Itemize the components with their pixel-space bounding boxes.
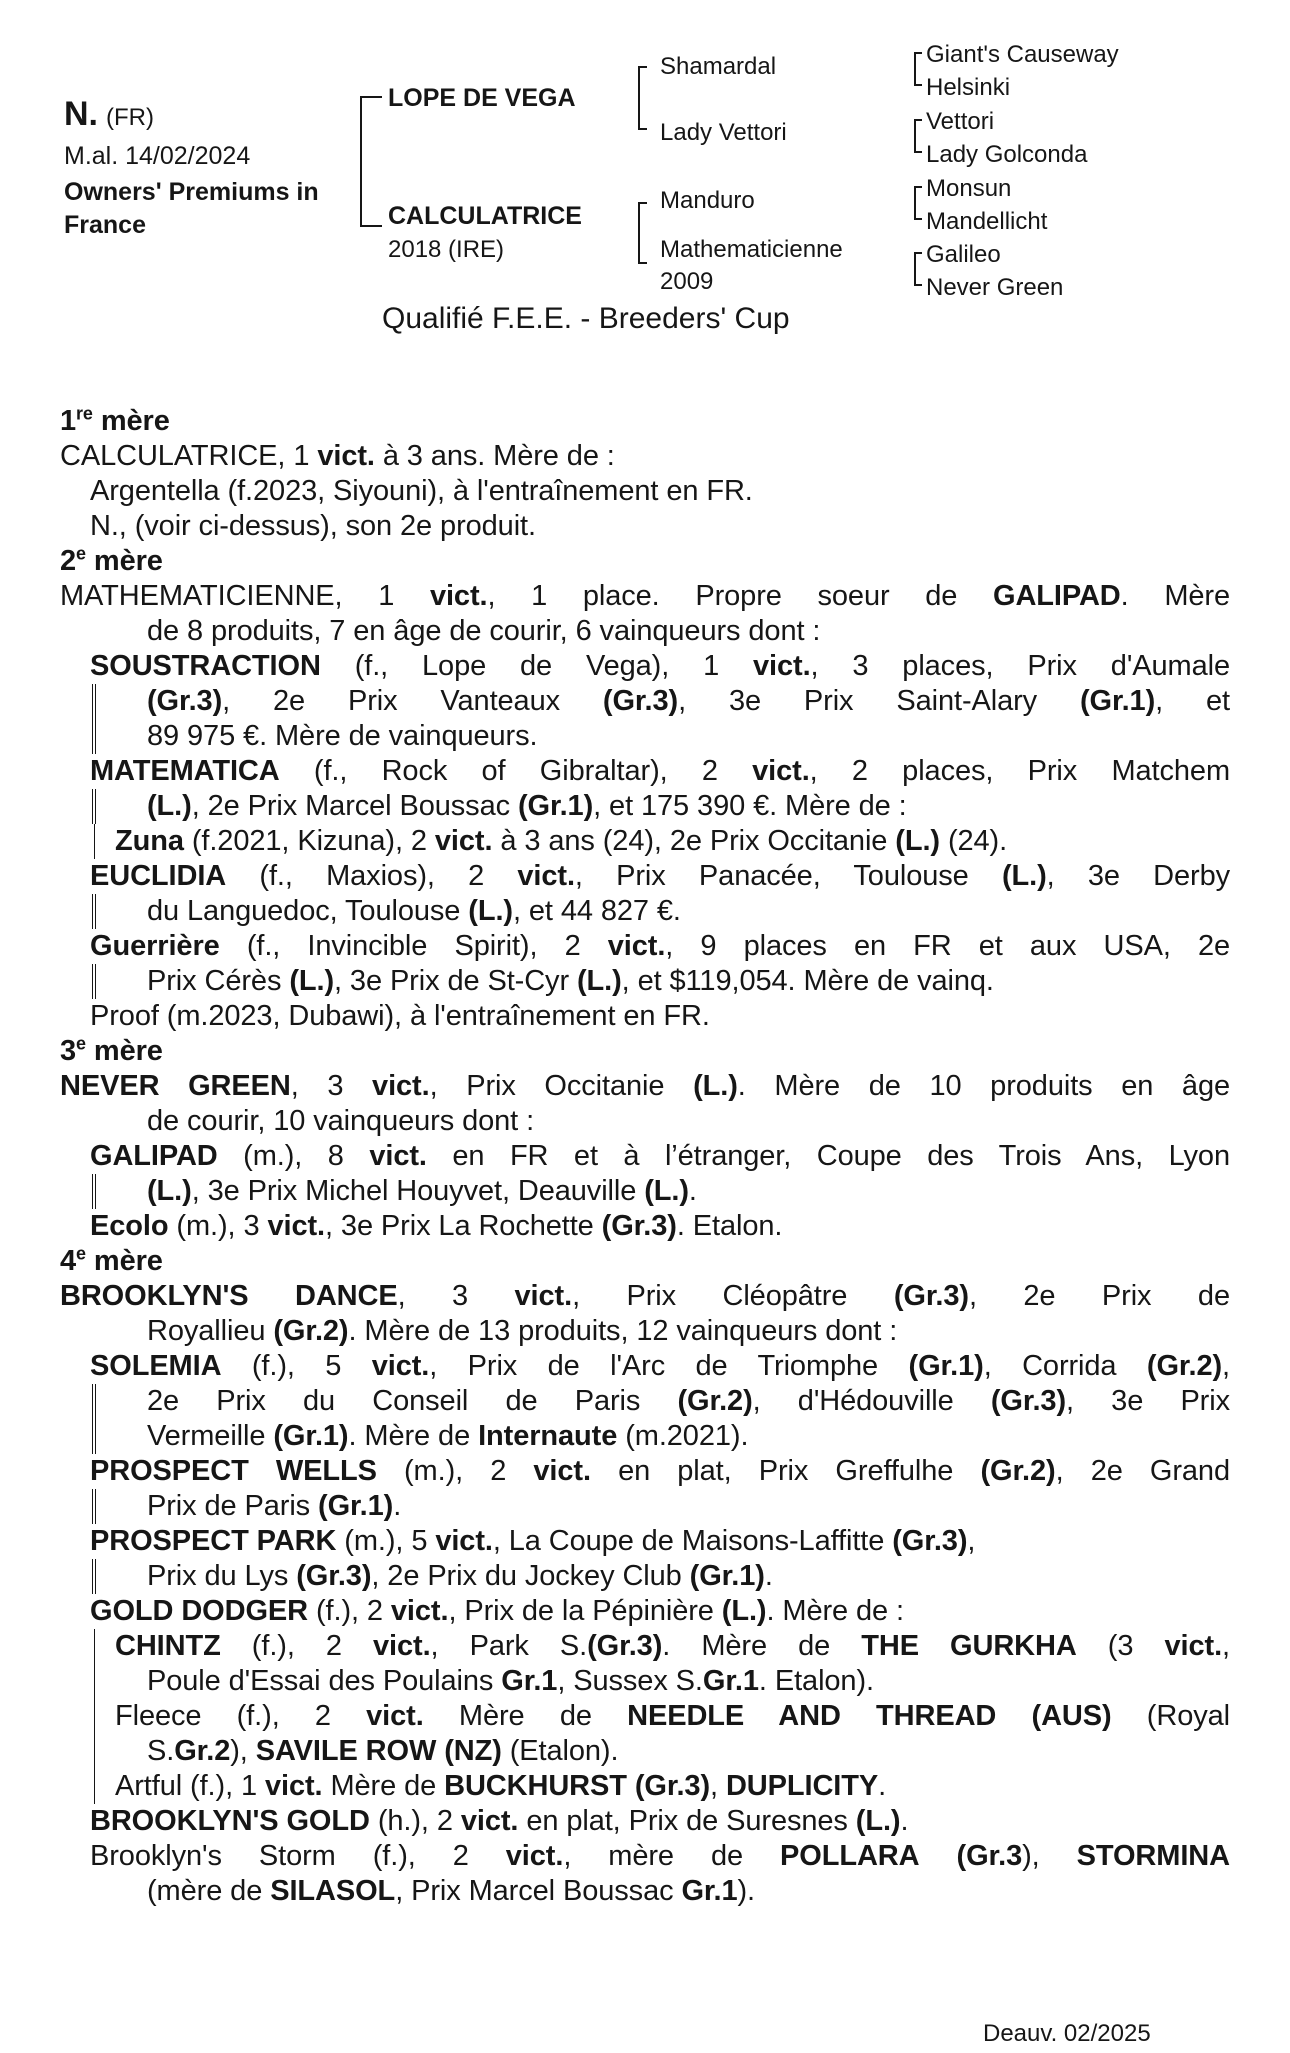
gen3-ancestor: Lady Golconda: [926, 141, 1088, 168]
line-text: 3e mère: [60, 1033, 163, 1067]
line-text: Prix de Paris (Gr.1).: [147, 1490, 402, 1522]
pedigree-line: [60, 1524, 1230, 1559]
bracket-gen3-2: [914, 119, 916, 152]
indent-bar: [94, 1629, 96, 1664]
indent-bar: [94, 1699, 96, 1734]
bracket-gen3-2-top: [914, 119, 922, 121]
pedigree-line: [60, 999, 1230, 1034]
line-text: (Gr.3), 2e Prix Vanteaux (Gr.3), 3e Prix Saint-Alary (Gr.1), et: [147, 685, 1230, 717]
line-text: 1re mère: [60, 403, 170, 437]
pedigree-line: [60, 1454, 1230, 1489]
bracket-gen3-3-top: [914, 186, 922, 188]
line-text: MATHEMATICIENNE, 1 vict., 1 place. Propre soeur de GALIPAD. Mère: [60, 580, 1230, 612]
dam-info: 2018 (IRE): [388, 236, 505, 263]
line-text: Prix du Lys (Gr.3), 2e Prix du Jockey Club (Gr.1).: [147, 1560, 773, 1592]
section-heading: [60, 544, 1230, 579]
line-text: 2e Prix du Conseil de Paris (Gr.2), d'Hédouville (Gr.3), 3e Prix: [147, 1385, 1230, 1417]
pedigree-line: [60, 964, 1230, 999]
line-text: CALCULATRICE, 1 vict. à 3 ans. Mère de :: [60, 440, 615, 472]
line-text: SOLEMIA (f.), 5 vict., Prix de l'Arc de Triomphe (Gr.1), Corrida (Gr.2),: [90, 1350, 1231, 1382]
line-text: Brooklyn's Storm (f.), 2 vict., mère de POLLARA (Gr.3), STORMINA: [90, 1840, 1230, 1872]
line-text: Artful (f.), 1 vict. Mère de BUCKHURST (Gr.3), DUPLICITY.: [115, 1770, 887, 1802]
line-text: Vermeille (Gr.1). Mère de Internaute (m.2021).: [147, 1420, 749, 1452]
indent-bar: [94, 1734, 96, 1769]
female-line-body: [60, 404, 1230, 1909]
line-text: 4e mère: [60, 1243, 163, 1277]
bracket-gen2-dam-top: [638, 202, 647, 204]
pedigree-line: [60, 1594, 1230, 1629]
pedigree-line: [60, 614, 1230, 649]
pedigree-line: [60, 474, 1230, 509]
line-text: Argentella (f.2023, Siyouni), à l'entraînement en FR.: [90, 475, 753, 507]
bracket-gen3-1-top: [914, 52, 922, 54]
line-text: EUCLIDIA (f., Maxios), 2 vict., Prix Panacée, Toulouse (L.), 3e Derby: [90, 860, 1230, 892]
line-text: Poule d'Essai des Poulains Gr.1, Sussex S.Gr.1. Etalon).: [147, 1665, 874, 1697]
indent-bar: [92, 684, 96, 719]
gen3-ancestor: Galileo: [926, 241, 1001, 268]
dam-dam-year: 2009: [660, 268, 714, 295]
section-heading: [60, 1034, 1230, 1069]
pedigree-line: [60, 684, 1230, 719]
indent-bar: [94, 824, 96, 859]
pedigree-line: [60, 649, 1230, 684]
qualification-note: Qualifié F.E.E. - Breeders' Cup: [382, 302, 790, 335]
line-text: Prix Cérès (L.), 3e Prix de St-Cyr (L.), et $119,054. Mère de vainq.: [147, 965, 994, 997]
line-text: (L.), 2e Prix Marcel Boussac (Gr.1), et 175 390 €. Mère de :: [147, 790, 907, 822]
bracket-gen2-sire-top: [638, 66, 647, 68]
bracket-gen2-sire-bottom: [638, 128, 647, 130]
pedigree-line: [60, 929, 1230, 964]
gen3-ancestor: Vettori: [926, 108, 995, 135]
line-text: PROSPECT PARK (m.), 5 vict., La Coupe de Maisons-Laffitte (Gr.3),: [90, 1525, 976, 1557]
line-text: BROOKLYN'S GOLD (h.), 2 vict. en plat, Prix de Suresnes (L.).: [90, 1805, 909, 1837]
horse-country: (FR): [106, 104, 154, 131]
line-text: de courir, 10 vainqueurs dont :: [147, 1105, 535, 1137]
bracket-gen3-2-bottom: [914, 151, 922, 153]
pedigree-line: [60, 1699, 1230, 1734]
gen3-ancestor: Helsinki: [926, 74, 1011, 101]
line-text: PROSPECT WELLS (m.), 2 vict. en plat, Prix Greffulhe (Gr.2), 2e Grand: [90, 1455, 1230, 1487]
bracket-gen3-1: [914, 52, 916, 85]
indent-bar: [92, 1489, 96, 1524]
pedigree-line: [60, 1734, 1230, 1769]
indent-bar: [92, 1419, 96, 1454]
pedigree-line: [60, 1314, 1230, 1349]
bracket-gen2-dam-bottom: [638, 262, 647, 264]
horse-name: [64, 95, 154, 134]
gen3-ancestor: Mandellicht: [926, 208, 1048, 235]
bracket-gen3-4-top: [914, 252, 922, 254]
pedigree-line: [60, 579, 1230, 614]
pedigree-line: [60, 1804, 1230, 1839]
line-text: Ecolo (m.), 3 vict., 3e Prix La Rochette (Gr.3). Etalon.: [90, 1210, 783, 1242]
line-text: Fleece (f.), 2 vict. Mère de NEEDLE AND THREAD (AUS) (Royal: [115, 1700, 1230, 1732]
line-text: GALIPAD (m.), 8 vict. en FR et à l’étranger, Coupe des Trois Ans, Lyon: [90, 1140, 1230, 1172]
line-text: Guerrière (f., Invincible Spirit), 2 vict., 9 places en FR et aux USA, 2e: [90, 930, 1230, 962]
pedigree-line: [60, 1279, 1230, 1314]
pedigree-line: [60, 1769, 1230, 1804]
line-text: Zuna (f.2021, Kizuna), 2 vict. à 3 ans (24), 2e Prix Occitanie (L.) (24).: [115, 825, 1008, 857]
pedigree-line: [60, 1069, 1230, 1104]
bracket-gen2-sire: [638, 66, 640, 130]
pedigree-line: [60, 1874, 1230, 1909]
horse-name-text: N.: [64, 95, 98, 133]
indent-bar: [92, 1384, 96, 1419]
indent-bar: [92, 964, 96, 999]
gen3-ancestor: Monsun: [926, 175, 1012, 202]
pedigree-line: [60, 789, 1230, 824]
bracket-gen2-dam: [638, 202, 640, 264]
line-text: Proof (m.2023, Dubawi), à l'entraînement en FR.: [90, 1000, 710, 1032]
line-text: S.Gr.2), SAVILE ROW (NZ) (Etalon).: [147, 1735, 619, 1767]
pedigree-line: [60, 509, 1230, 544]
pedigree-line: [60, 1349, 1230, 1384]
pedigree-line: [60, 1139, 1230, 1174]
section-heading: [60, 1244, 1230, 1279]
bracket-gen1: [360, 96, 362, 226]
owners-premium: Owners' Premiums in France: [64, 178, 319, 239]
line-text: Royallieu (Gr.2). Mère de 13 produits, 12 vainqueurs dont :: [147, 1315, 898, 1347]
bracket-gen3-3: [914, 186, 916, 219]
sire-name: LOPE DE VEGA: [388, 84, 576, 112]
pedigree-line: [60, 754, 1230, 789]
pedigree-line: [60, 1209, 1230, 1244]
indent-bar: [94, 1769, 96, 1804]
line-text: NEVER GREEN, 3 vict., Prix Occitanie (L.). Mère de 10 produits en âge: [60, 1070, 1231, 1102]
pedigree-line: [60, 439, 1230, 474]
sire-sire: Shamardal: [660, 53, 777, 80]
line-text: CHINTZ (f.), 2 vict., Park S.(Gr.3). Mère de THE GURKHA (3 vict.,: [115, 1630, 1230, 1662]
line-text: BROOKLYN'S DANCE, 3 vict., Prix Cléopâtre (Gr.3), 2e Prix de: [60, 1280, 1230, 1312]
line-text: du Languedoc, Toulouse (L.), et 44 827 €.: [147, 895, 681, 927]
pedigree-line: [60, 1104, 1230, 1139]
bracket-gen3-4-bottom: [914, 284, 922, 286]
line-text: SOUSTRACTION (f., Lope de Vega), 1 vict., 3 places, Prix d'Aumale: [90, 650, 1230, 682]
sire-dam: Lady Vettori: [660, 119, 787, 146]
dam-sire: Manduro: [660, 187, 755, 214]
line-text: N., (voir ci-dessus), son 2e produit.: [90, 510, 536, 542]
indent-bar: [92, 789, 96, 824]
pedigree-line: [60, 1419, 1230, 1454]
pedigree-line: [60, 719, 1230, 754]
indent-bar: [92, 894, 96, 929]
pedigree-line: [60, 1839, 1230, 1874]
bracket-gen3-1-bottom: [914, 84, 922, 86]
dam-dam: Mathematicienne: [660, 236, 843, 263]
line-text: (mère de SILASOL, Prix Marcel Boussac Gr.1).: [147, 1875, 756, 1907]
pedigree-line: [60, 824, 1230, 859]
pedigree-line: [60, 1629, 1230, 1664]
line-text: 89 975 €. Mère de vainqueurs.: [147, 720, 538, 752]
pedigree-line: [60, 1559, 1230, 1594]
bracket-gen1-top: [360, 96, 382, 98]
pedigree-line: [60, 1384, 1230, 1419]
line-text: (L.), 3e Prix Michel Houyvet, Deauville (L.).: [147, 1175, 697, 1207]
section-heading: [60, 404, 1230, 439]
pedigree-line: [60, 1489, 1230, 1524]
line-text: de 8 produits, 7 en âge de courir, 6 vainqueurs dont :: [147, 615, 821, 647]
horse-info: M.al. 14/02/2024: [64, 142, 251, 170]
bracket-gen3-3-bottom: [914, 218, 922, 220]
pedigree-line: [60, 1174, 1230, 1209]
pedigree-line: [60, 859, 1230, 894]
line-text: MATEMATICA (f., Rock of Gibraltar), 2 vict., 2 places, Prix Matchem: [90, 755, 1230, 787]
dam-name: CALCULATRICE: [388, 202, 582, 230]
bracket-gen3-4: [914, 252, 916, 285]
pedigree-line: [60, 1664, 1230, 1699]
footer-reference: Deauv. 02/2025: [983, 2020, 1151, 2047]
indent-bar: [94, 1664, 96, 1699]
gen3-ancestor: Never Green: [926, 274, 1064, 301]
gen3-ancestor: Giant's Causeway: [926, 41, 1119, 68]
indent-bar: [92, 1559, 96, 1594]
line-text: 2e mère: [60, 543, 163, 577]
indent-bar: [92, 719, 96, 754]
indent-bar: [92, 1174, 96, 1209]
line-text: GOLD DODGER (f.), 2 vict., Prix de la Pépinière (L.). Mère de :: [90, 1595, 904, 1627]
bracket-gen1-bottom: [360, 225, 382, 227]
pedigree-line: [60, 894, 1230, 929]
